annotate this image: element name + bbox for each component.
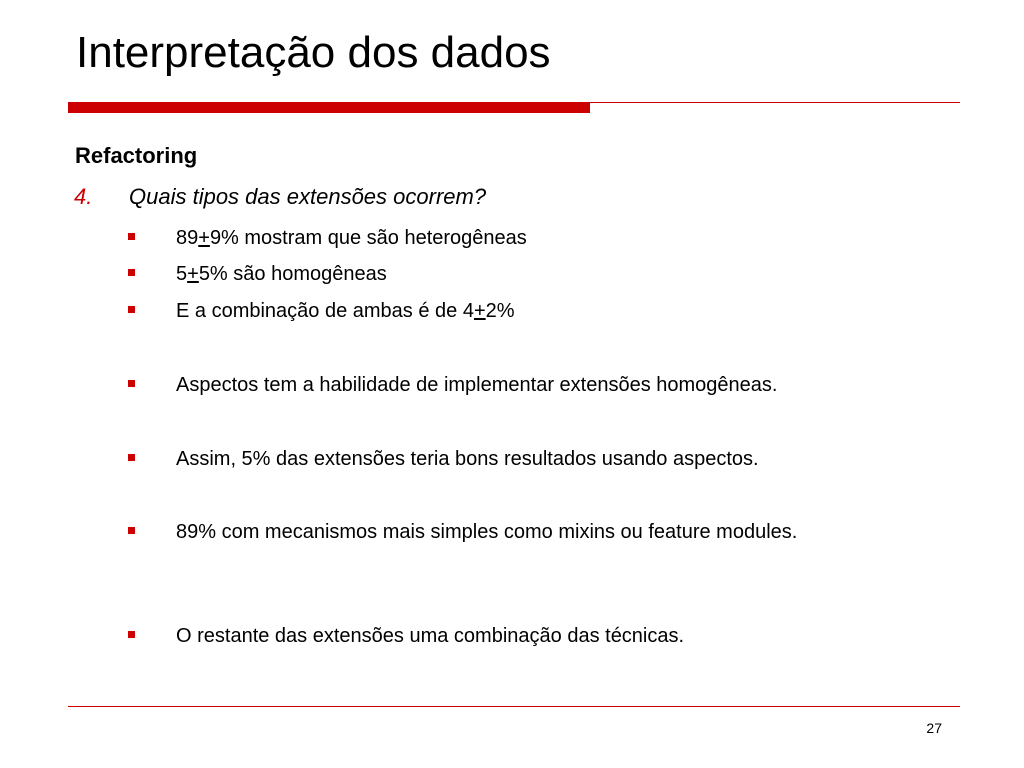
square-bullet-icon — [128, 306, 135, 313]
bullet-text — [176, 223, 956, 253]
bullet-text-part: 9% mostram que são heterogêneas — [209, 227, 527, 249]
bullet-text: O restante das extensões uma combinação das técnicas. — [176, 625, 685, 647]
bullet-text: 89% com mecanismos mais simples como mixins ou feature modules. — [176, 521, 798, 543]
footer-divider — [68, 706, 960, 707]
bullet-text-part: 5% são homogêneas — [198, 263, 387, 285]
title-underline-thin — [590, 102, 960, 103]
square-bullet-icon — [128, 454, 135, 461]
bullet-text — [176, 296, 956, 326]
bullet-text: Assim, 5% das extensões teria bons resultados usando aspectos. — [176, 448, 759, 470]
slide-title: Interpretação dos dados — [76, 28, 551, 77]
title-underline-thick — [68, 102, 590, 113]
plus-minus-symbol: + — [473, 300, 486, 322]
square-bullet-icon — [128, 380, 135, 387]
question-number: 4. — [74, 184, 93, 209]
bullet-text-part: E a combinação de ambas é de 4 — [176, 300, 474, 322]
plus-minus-symbol: + — [198, 227, 210, 249]
bullet-text-part: 89 — [176, 227, 199, 249]
question-text: Quais tipos das extensões ocorrem? — [129, 184, 487, 209]
bullet-text — [176, 259, 956, 289]
page-number: 27 — [926, 720, 942, 736]
square-bullet-icon — [128, 527, 135, 534]
bullet-text-part: 5 — [176, 263, 188, 285]
section-heading: Refactoring — [75, 143, 198, 168]
square-bullet-icon — [128, 631, 135, 638]
bullet-text-part: 2% — [485, 300, 515, 322]
square-bullet-icon — [128, 269, 135, 276]
bullet-text: Aspectos tem a habilidade de implementar extensões homogêneas. — [176, 374, 778, 396]
plus-minus-symbol: + — [187, 263, 199, 285]
square-bullet-icon — [128, 233, 135, 240]
